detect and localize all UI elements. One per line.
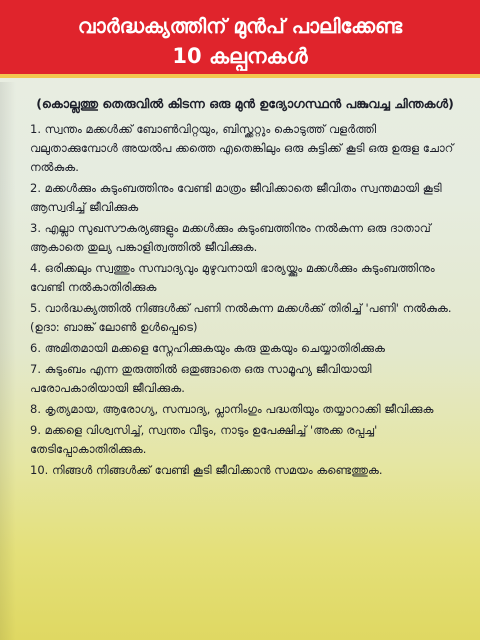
- list-item-7: 7. കുടുംബം എന്ന തുരുത്തിൽ ഒതുങ്ങാതെ ഒരു സാമൂഹ്യ ജീവിയായി പരോപകാരിയായി ജീവിക്കുക.: [30, 362, 372, 395]
- list-item-6: 6. അമിതമായി മക്കളെ സ്നേഹിക്കുകയും കരു തുകയും ചെയ്യാതിരിക്കുക: [30, 341, 385, 355]
- list-item-1: 1. സ്വന്തം മക്കൾക്ക് ബോൺവിറ്റയും, ബിസ്ക്കറ്റും കൊടുത്ത് വളർത്തി വലുതാക്കുമ്പോൾ അയൽപ ക്കത്തെ എതെങ്കിലും ഒരു കുട്ടിക്ക് കൂടി ഒരു ഉരുള ചോറ് നൽകുക.: [30, 122, 454, 174]
- title-line-1: വാർദ്ധക്യത്തിന് മുൻപ് പാലിക്കേണ്ട: [77, 14, 403, 38]
- list-item-3: 3. എല്ലാ സുഖസൗകര്യങ്ങളും മക്കൾക്കും കുടുംബത്തിനും നൽകുന്ന ഒരു ദാതാവ് ആകാതെ തുല്യ പങ്കാളിത്വത്തിൽ ജീവിക്കുക.: [30, 221, 431, 254]
- title-line-2: 10 കല്പനകൾ: [172, 44, 308, 68]
- title-banner: [0, 0, 480, 78]
- paper-edge-shadow: [0, 82, 16, 640]
- list-item-5: 5. വാർദ്ധക്യത്തിൽ നിങ്ങൾക്ക് പണി നൽകുന്ന മക്കൾക്ക് തിരിച്ച് 'പണി' നൽകുക. (ഉദാ: ബാങ്ക് ലോൺ ഉൾപ്പെടെ): [30, 301, 452, 334]
- commandments-body: [30, 94, 460, 482]
- list-item-10: 10. നിങ്ങൾ നിങ്ങൾക്ക് വേണ്ടി കൂടി ജീവിക്കാൻ സമയം കണ്ടെത്തുക.: [30, 463, 383, 477]
- subtitle: (കൊല്ലത്തു തെരുവിൽ കിടന്ന ഒരു മുൻ ഉദ്യോഗസ്ഥൻ പങ്കുവച്ച ചിന്തകൾ): [36, 96, 454, 111]
- list-item-8: 8. കൃത്യമായ, ആരോഗ്യ, സമ്പാദ്യ, പ്ലാനിംഗും പദ്ധതിയും തയ്യാറാക്കി ജീവിക്കുക: [30, 402, 434, 416]
- list-item-4: 4. ഒരിക്കലും സ്വത്തും സമ്പാദ്യവും മുഴുവനായി ഭാര്യയ്ക്കും മക്കൾക്കും കുടുംബത്തിനും വേണ്ടി നൽകാതിരിക്കുക: [30, 261, 435, 294]
- list-item-2: 2. മക്കൾക്കും കുടുംബത്തിനും വേണ്ടി മാത്രം ജീവിക്കാതെ ജീവിതം സ്വന്തമായി കൂടി ആസ്വദിച്ച് ജീവിക്കുക: [30, 181, 442, 214]
- list-item-9: 9. മക്കളെ വിശ്വസിച്ച്, സ്വന്തം വീടും, നാടും ഉപേക്ഷിച്ച് 'അക്ക രപ്പച്ച' തേടിപ്പോകാതിരിക്കുക.: [30, 423, 378, 456]
